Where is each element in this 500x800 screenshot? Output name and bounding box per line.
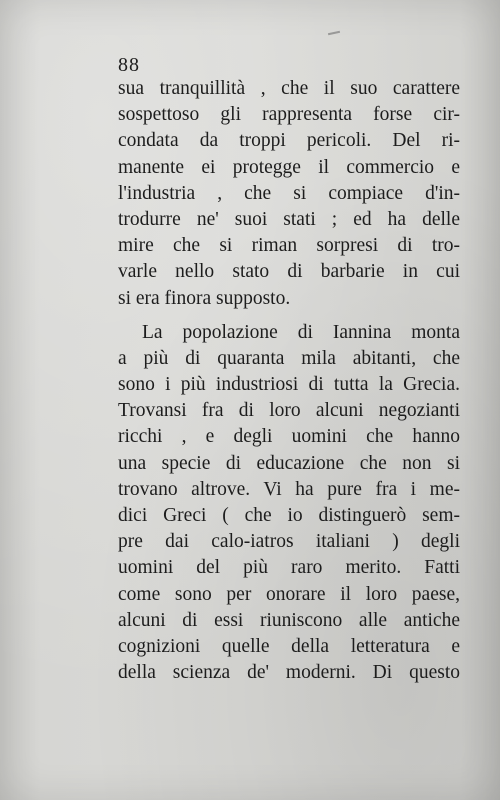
text-line: Trovansi fra di loro alcuni negozianti (118, 400, 460, 422)
text-line: dici Greci ( che io distinguerò sem- (118, 505, 460, 526)
text-line: cognizioni quelle della letteratura e (118, 635, 460, 657)
text-line: sospettoso gli rappresenta forse cir- (118, 104, 460, 126)
text-line: trovano altrove. Vi ha pure fra i me- (118, 478, 460, 500)
paragraph-1 (118, 76, 460, 312)
text-line: varle nello stato di barbarie in cui (118, 261, 460, 283)
paragraph-2 (118, 320, 460, 687)
text-line: a più di quaranta mila abitanti, che (118, 347, 460, 369)
text-line: si era finora supposto. (118, 287, 291, 309)
text-line: come sono per onorare il loro paese, (118, 583, 460, 605)
paragraph-gap (118, 312, 460, 320)
text-line: l'industria , che si compiace d'in- (118, 182, 460, 204)
ink-mark (328, 31, 340, 35)
page-number: 88 (118, 54, 140, 76)
text-line: alcuni di essi riuniscono alle antiche (118, 609, 460, 631)
text-line: trodurre ne' suoi stati ; ed ha delle (118, 208, 460, 230)
text-line: ricchi , e degli uomini che hanno (118, 426, 460, 448)
text-line: manente ei protegge il commercio e (118, 156, 460, 178)
text-line: sono i più industriosi di tutta la Grecia. (118, 374, 460, 396)
text-line: La popolazione di Iannina monta (142, 321, 460, 343)
text-line: uomini del più raro merito. Fatti (118, 557, 460, 579)
text-line: pre dai calo-iatros italiani ) degli (118, 531, 460, 553)
text-line: condata da troppi pericoli. Del ri- (118, 130, 460, 152)
text-line: mire che si riman sorpresi di tro- (118, 235, 460, 257)
text-line: della scienza de' moderni. Di questo (118, 662, 460, 684)
body-text (118, 76, 460, 686)
text-line: sua tranquillità , che il suo carattere (118, 78, 460, 99)
text-line: una specie di educazione che non si (118, 452, 460, 474)
